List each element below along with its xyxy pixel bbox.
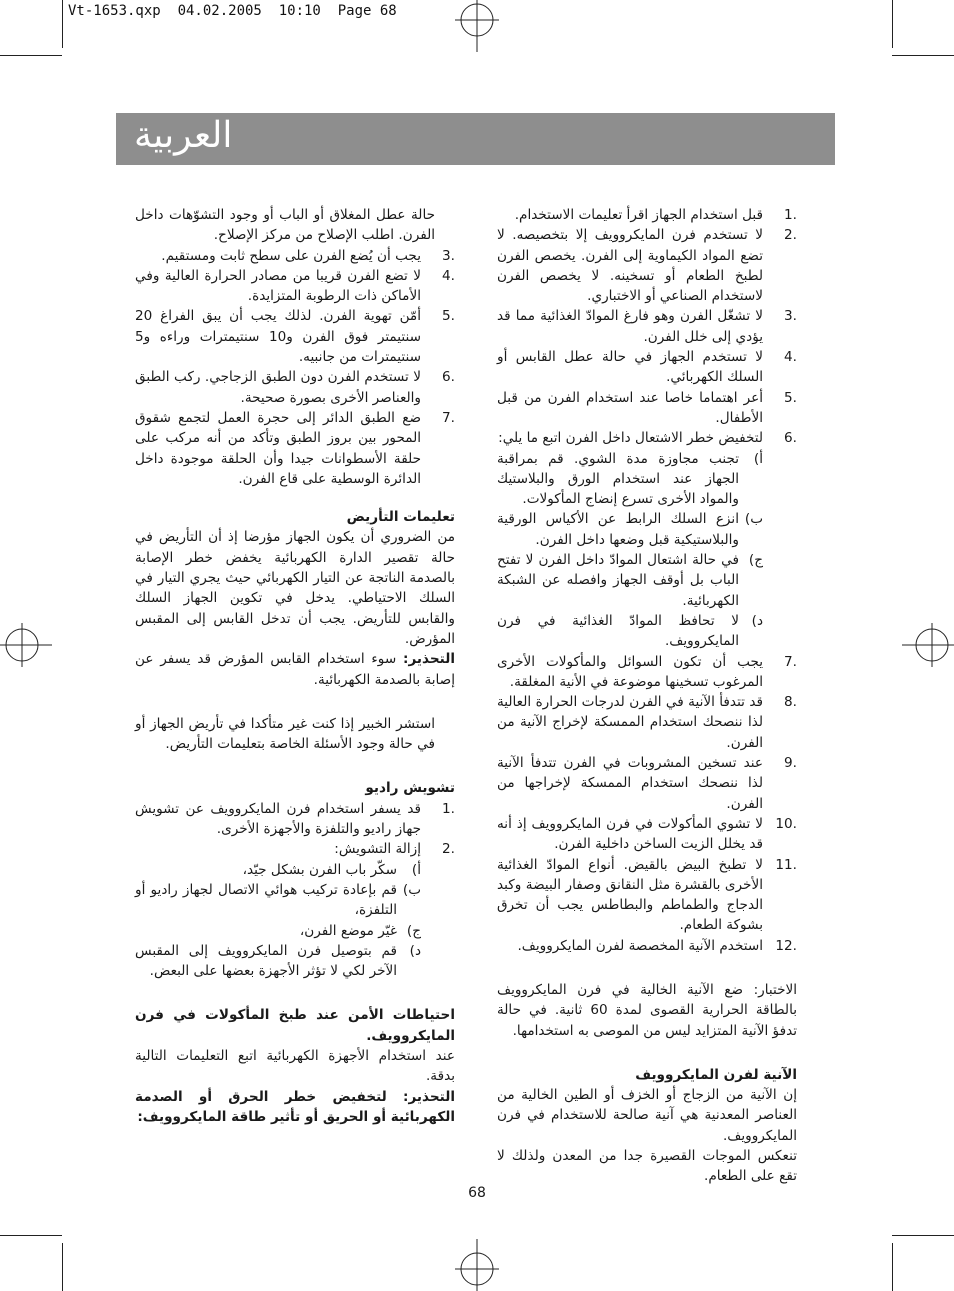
list-item: .4 لا تضع الفرن قريبا من مصادر الحرارة العالية وفي الأماكن ذات الرطوبة المتزايدة. (135, 267, 455, 305)
consult-paragraph: استشر الخبير إذا كنت غير متأكدا في تأريض الجهاز أو في حالة وجود الأسئلة الخاصة بتعليمات التأريض. (135, 715, 435, 753)
cookware-heading: الآنية لفرن المايكروويف (635, 1066, 797, 1083)
right-column (497, 205, 797, 1187)
file-slug: Vt-1653.qxp 04.02.2005 10:10 Page 68 (68, 3, 397, 19)
list-item: .4 لا تستخدم الجهاز في حالة عطل القابس أو السلك الكهربائي. (497, 349, 797, 386)
banner-title: العربية (134, 115, 233, 156)
left-column (135, 205, 455, 1127)
list-item: .2 إزالة التشويش: (334, 841, 455, 858)
sub-list-item: ج) غيّر موضع الفرن، (299, 922, 421, 939)
list-item: .3 لا تشغّل الفرن وهو فارغ الموادّ الغذائية مما قد يؤدي إلى خلل الفرن. (497, 308, 797, 345)
list-item: .6 لا تستخدم الفرن دون الطبق الزجاجي. ركب الطبق والعناصر الأخرى بصورة صحيحة. (135, 369, 455, 406)
list-item: .12 استخدم الآنية المخصصة لفرن المايكروويف. (517, 937, 797, 954)
language-banner (116, 113, 835, 165)
crop-mark (0, 1235, 62, 1236)
list-item: .9 عند تسخين المشروبات في الفرن تتدفأ الآنية لذا ننصحك استخدام الممسكة لإخراجها من الفرن. (497, 755, 797, 812)
list-item: .5 أعر اهتماما خاصا عند استخدام الفرن من قبل الأطفال. (497, 389, 797, 426)
sub-list-item: أ) تجنب مجاوزة مدة الشوي. قم بمراقبة الجهاز عند استخدام الورق والبلاستيك والمواد الأخرى تسرع إنضاج المأكولات. (497, 450, 763, 508)
safety-paragraph: عند استخدام الأجهزة الكهربائية اتبع التعليمات التالية بدقة. (135, 1047, 455, 1085)
safety-warning: التحذير: لتخفيض خطر الحرق أو الصدمة الكهربائية أو الحريق أو تأثير طاقة المايكروويف: (135, 1088, 455, 1125)
crop-mark (62, 0, 63, 48)
grounding-paragraph: من الضروري أن يكون الجهاز مؤرضا إذ أن التأريض في حالة تقصير الدارة الكهربائية يخفض خطر الإصابة بالصدمة الناتجة عن التيار الكهربائي حيث يجري التيار في السلك الاحتياطي. يدخل في تكوين الجهاز السلك والقابس للتأريض. يجب أن تدخل القابس إلى المقبس المؤرض. (135, 529, 455, 647)
test-paragraph: الاختبار: ضع الآنية الخالية في فرن المايكروويف بالطاقة الحرارية القصوى لمدة 60 ثانية. في حالة تدفؤ الآنية المتزايد ليس من الموصى به استخدامها. (497, 981, 797, 1039)
safety-heading: احتياطات الأمن عند طبخ المأكولات في فرن المايكروويف. (135, 1007, 455, 1044)
list-item: .10 لا تشوي المأكولات في فرن المايكروويف إذ أنه قد يخلل الزيت الساخن داخلية الفرن. (497, 815, 797, 853)
crop-mark (892, 0, 893, 48)
list-item: .6 لتخفيض خطر الاشتعال داخل الفرن اتبع ما يلي: (498, 430, 797, 447)
list-item: .7 يجب أن تكون السوائل والمأكولات الأخرى المرغوب تسخينها موضوعة في الأنية المغلقة. (497, 653, 797, 690)
radio-heading: تشويش راديو (365, 780, 455, 797)
cookware-paragraph: إن الآنية من الزجاج أو الخزف أو الطين الخالية من العناصر المعدنية هي آنية صالحة للاستخدام في فرن المايكروويف. (497, 1087, 797, 1144)
list-item: .5 أمّن تهوية الفرن. لذلك يجب أن يبق الفراغ 20 سنتيمتر فوق الفرن و10 سنتيمترات وراءه و5 سنتيمترات من جانبيه. (135, 308, 455, 366)
crop-mark (892, 1243, 893, 1291)
list-item: .7 ضع الطبق الدائر إلى حجرة العمل لتجمع شقوق المحور بين بروز الطبق وتأكد من أنه مركب على حلقة الأسطوانات جيدا وأن الحلقة موجودة داخل الدائرة الوسطية على قاع الفرن. (135, 409, 455, 487)
list-item: .1 قد يسفر استخدام فرن المايكروويف عن تشويش جهاز راديو والتلفزة والأجهزة الأخرى. (135, 800, 455, 838)
crop-mark (0, 55, 62, 56)
sub-list-item: ب) انزع السلك الرابط عن الأكياس الورقية والبلاستيكية قبل وضعها داخل الفرن. (497, 511, 763, 548)
registration-mark-icon (0, 619, 52, 671)
list-item: .11 لا تطبخ البيض بالقيض. أنواع الموادّ الغذائية الأخرى بالقشرة مثل النقانق وصفار البيضة وكبد الدجاج والطماطم والبطاطس يجب أن تخرق بشوكة الطعام. (497, 856, 797, 934)
crop-mark (892, 1235, 954, 1236)
grounding-heading: تعليمات التأريض (346, 509, 455, 526)
continued-paragraph: حالة عطل المغلاق أو الباب أو وجود التشوّهات داخل الفرن. اطلب الإصلاح من مركز الإصلاح. (135, 207, 435, 244)
crop-mark (62, 1243, 63, 1291)
registration-mark-icon (902, 619, 954, 671)
sub-list-item: ج) في حالة اشتعال الموادّ داخل الفرن لا تفتح الباب بل أوقف الجهاز وافصله عن الشبكة الكهربائية. (497, 552, 763, 609)
sub-list-item: أ) سكّر باب الفرن بشكل جيّد، (242, 861, 421, 878)
list-item: .2 لا تستخدم فرن المايكروويف إلا بتخصيصه. لا تضع المواد الكيماوية إلى الفرن. يخصص الفرن لطبخ الطعام أو تسخينه. لا يخصص الفرن لاستخدام الصناعي أو الاختباري. (497, 227, 797, 305)
list-item: .3 يجب أن يُضع الفرن على سطح ثابت ومستقيم. (161, 247, 455, 264)
sub-list-item: ب) قم بإعادة تركيب هوائي الاتصال لجهاز راديو أو التلفزة، (135, 881, 421, 919)
registration-mark-icon (451, 1239, 503, 1291)
warning-paragraph: التحذير: سوء استخدام القابس المؤرض قد يسفر عن إصابة بالصدمة الكهربائية. (135, 651, 455, 688)
list-item: .1 قبل استخدام الجهاز اقرأ تعليمات الاستخدام. (514, 207, 797, 223)
page-number: 68 (468, 1185, 486, 1201)
sub-list-item: د) لا تحافظ الموادّ الغذائية في فرن المايكروويف. (497, 612, 763, 650)
registration-mark-icon (451, 0, 503, 52)
list-item: .8 قد تتدفأ الآنية في الفرن لدرجات الحرارة العالية لذا ننصحك استخدام الممسكة لإخراج الآنية من الفرن. (497, 694, 797, 751)
sub-list-item: د) قم بتوصيل فرن المايكروويف إلى المقبس الآخر لكي لا تؤثر الأجهزة بعضها على البعض. (135, 942, 421, 980)
crop-mark (892, 55, 954, 56)
cookware-paragraph: تنعكس الموجات القصيرة جدا من المعدن ولذلك لا تقع على الطعام. (497, 1148, 797, 1185)
